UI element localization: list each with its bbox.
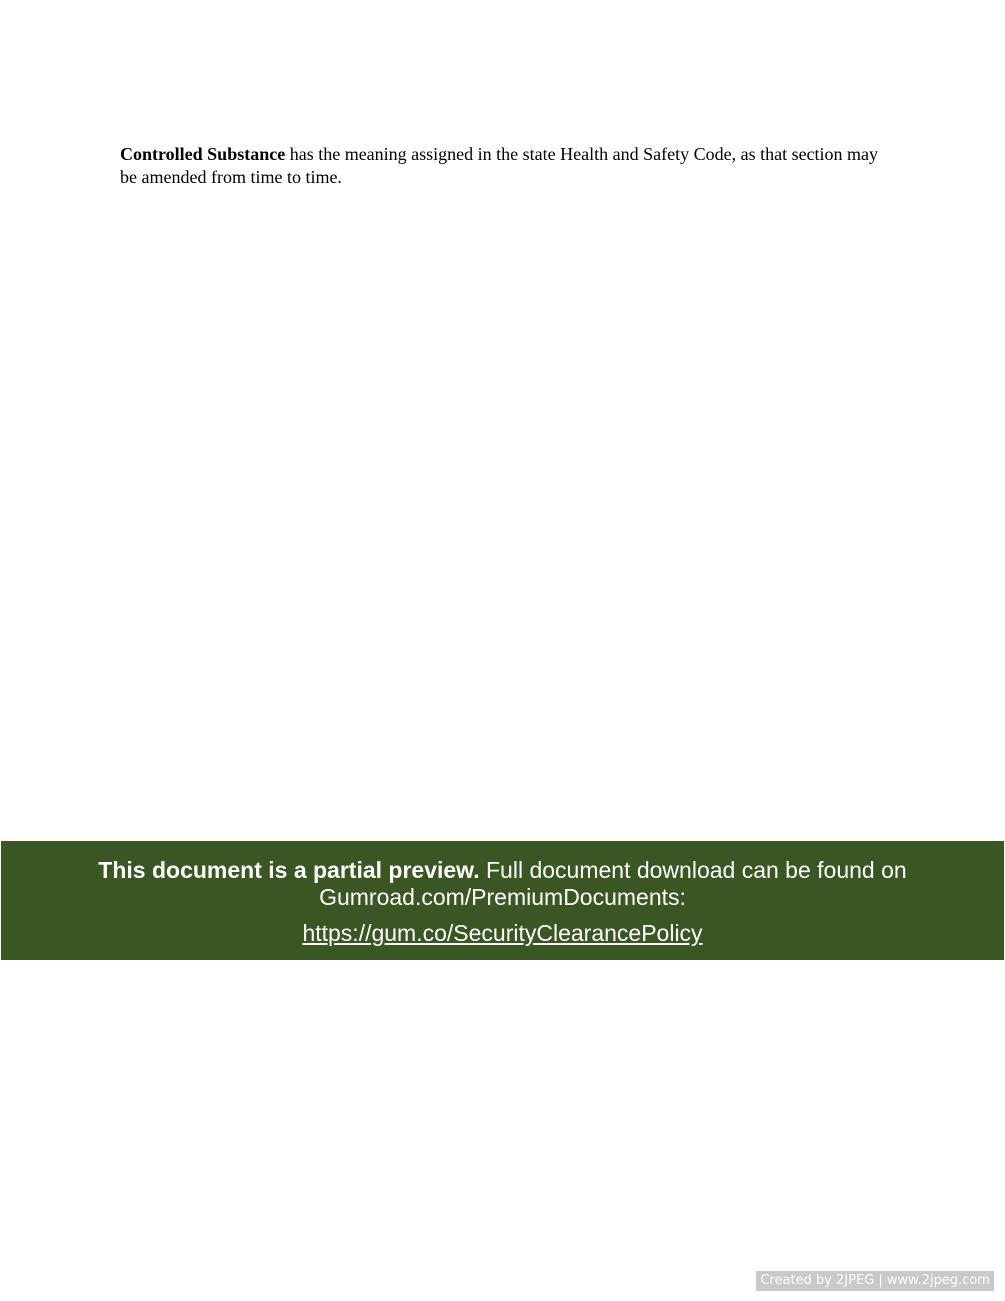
definition-term: Controlled Substance: [120, 144, 286, 164]
banner-text: Full document download can be found on: [479, 857, 907, 883]
preview-banner: [1, 841, 1004, 960]
watermark: Created by 2JPEG | www.2jpeg.com: [756, 1271, 994, 1291]
definition-paragraph: [120, 143, 880, 189]
banner-link-row: [1, 920, 1004, 947]
download-link[interactable]: https://gum.co/SecurityClearancePolicy: [302, 920, 703, 946]
banner-line-2: Gumroad.com/PremiumDocuments:: [319, 884, 686, 910]
banner-bold-text: This document is a partial preview.: [98, 857, 480, 883]
banner-line-1: [1, 857, 1004, 884]
definition-text: has the meaning assigned in the state Health and Safety Code, as that section may be amended from time to time.: [120, 144, 879, 187]
